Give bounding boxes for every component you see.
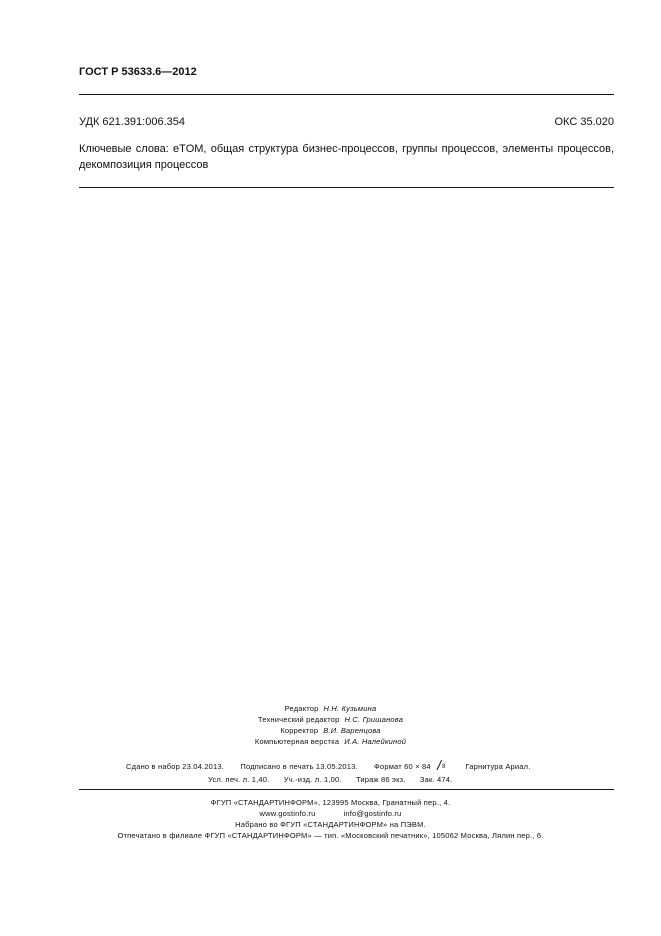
publisher-divider [79, 789, 614, 790]
font-info: Гарнитура Ариал. [465, 762, 531, 771]
fraction-slash-glyph: / [437, 757, 442, 773]
editor-label: Редактор [284, 704, 319, 713]
circulation: Тираж 86 экз. [355, 775, 406, 784]
format-fraction [433, 757, 449, 773]
tech-editor-label: Технический редактор [257, 715, 340, 724]
printing-details-line2 [208, 775, 464, 784]
publisher-website: www.gostinfo.ru [259, 809, 316, 818]
udk-code: УДК 621.391:006.354 [79, 116, 185, 128]
pub-sheets: Уч.-изд. л. 1,00. [283, 775, 342, 784]
editor-row [0, 703, 661, 714]
layout-name: И.А. Налейкиной [344, 737, 407, 746]
tech-editor-name: Н.С. Гришанова [344, 715, 404, 724]
proofreader-label: Корректор [280, 726, 319, 735]
keywords-text: Ключевые слова: eTOM, общая структура бизнес-процессов, группы процессов, элементы процессов, декомпозиция процессов [79, 143, 614, 171]
layout-label: Компьютерная верстка [254, 737, 340, 746]
order-number: Зак. 474. [419, 775, 453, 784]
credits-block [0, 703, 661, 747]
keywords-divider [79, 187, 614, 188]
publisher-contacts [0, 808, 661, 819]
top-divider [79, 94, 614, 95]
proofreader-name: В.И. Варенцова [323, 726, 381, 735]
printing-details-line1 [126, 757, 545, 773]
signed-date: Подписано в печать 13.05.2013. [240, 762, 358, 771]
print-sheets: Усл. печ. л. 1,40. [208, 775, 270, 784]
tech-editor-row [0, 714, 661, 725]
layout-row [0, 736, 661, 747]
publisher-email: info@gostinfo.ru [343, 809, 402, 818]
document-code: ГОСТ Р 53633.6—2012 [79, 66, 197, 78]
printed-note: Отпечатано в филиале ФГУП «СТАНДАРТИНФОРМ» — тип. «Московский печатник», 105062 Москва, Лялин пер., 6. [117, 831, 544, 840]
publisher-address: ФГУП «СТАНДАРТИНФОРМ», 123995 Москва, Гранатный пер., 4. [210, 798, 451, 807]
publisher-block [0, 797, 661, 841]
paper-format: Формат 60 × 84 [374, 762, 431, 771]
proofreader-row [0, 725, 661, 736]
editor-name: Н.Н. Кузьмина [323, 704, 377, 713]
oks-code: ОКС 35.020 [554, 116, 614, 128]
typeset-date: Сдано в набор 23.04.2013. [126, 762, 225, 771]
format-denominator: 8 [442, 764, 446, 770]
typeset-note: Набрано во ФГУП «СТАНДАРТИНФОРМ» на ПЭВМ. [235, 820, 426, 829]
